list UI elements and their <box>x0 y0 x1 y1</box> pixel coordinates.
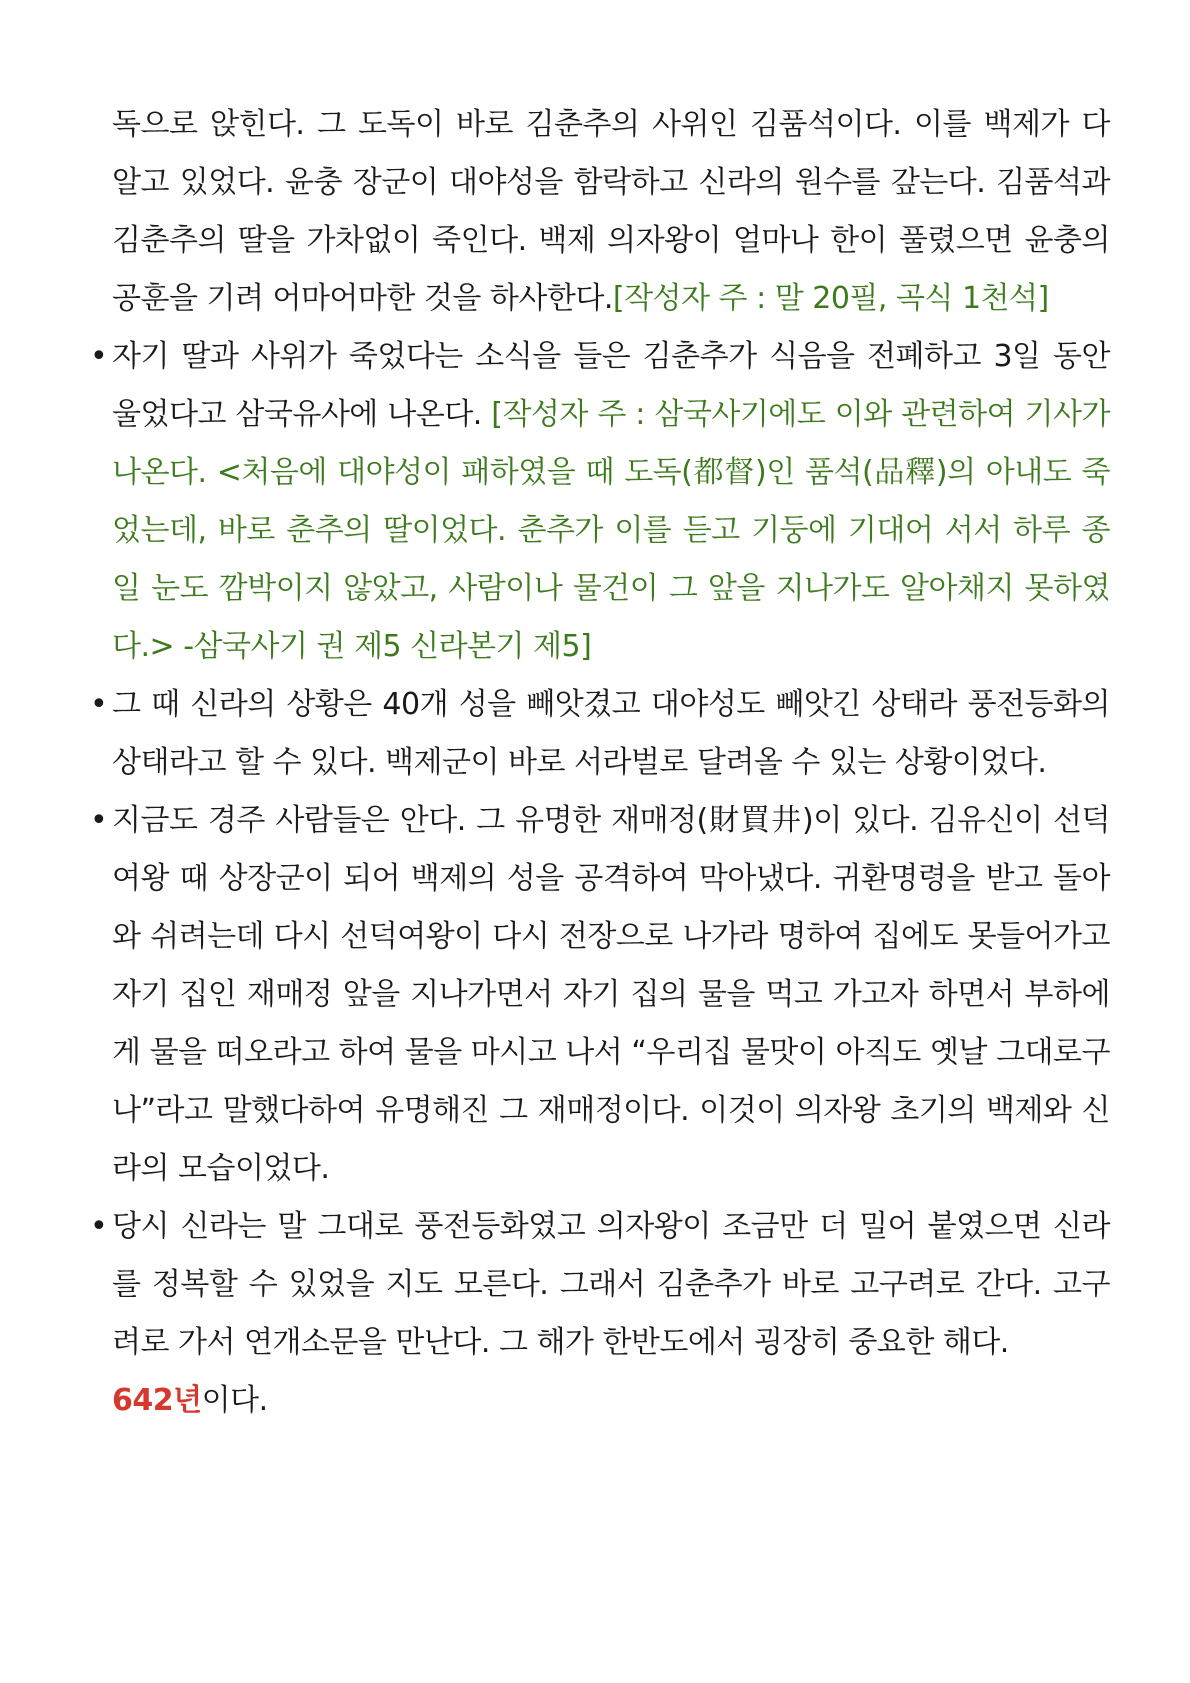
intro-paragraph <box>112 96 1110 328</box>
bullet-item-2 <box>90 676 1110 792</box>
bullet-icon: • <box>90 1209 108 1244</box>
item-tail-text: 이다. <box>201 1383 268 1418</box>
bullet-item-1 <box>90 328 1110 676</box>
bullet-icon: • <box>90 687 108 722</box>
bullet-item-4 <box>90 1198 1110 1430</box>
item-text: 자기 딸과 사위가 죽었다는 소식을 들은 김춘추가 식음을 전폐하고 3일 동안 울었다고 삼국유사에 나온다. <box>112 339 1110 432</box>
bullet-icon: • <box>90 803 108 838</box>
bullet-item-3 <box>90 792 1110 1198</box>
author-note: [작성자 주 : 삼국사기에도 이와 관련하여 기사가 나온다. <처음에 대야성이 패하였을 때 도독(都督)인 품석(品釋)의 아내도 죽었는데, 바로 춘추의 딸이었다. 춘추가 이를 듣고 기둥에 기대어 서서 하루 종일 눈도 깜박이지 않았고, 사람이나 물건이 그 앞을 지나가도 알아채지 못하였다.> -삼국사기 권 제5 신라본기 제5] <box>112 397 1110 664</box>
intro-text: 독으로 앉힌다. 그 도독이 바로 김춘추의 사위인 김품석이다. 이를 백제가 다 알고 있었다. 윤충 장군이 대야성을 함락하고 신라의 원수를 갚는다. 김품석과 김춘추의 딸을 가차없이 죽인다. 백제 의자왕이 얼마나 한이 풀렸으면 윤충의 공훈을 기려 어마어마한 것을 하사한다. <box>112 107 1110 316</box>
item-text: 그 때 신라의 상황은 40개 성을 빼앗겼고 대야성도 빼앗긴 상태라 풍전등화의 상태라고 할 수 있다. 백제군이 바로 서라벌로 달려올 수 있는 상황이었다. <box>112 687 1110 780</box>
year-highlight: 642년 <box>112 1383 202 1418</box>
item-text: 당시 신라는 말 그대로 풍전등화였고 의자왕이 조금만 더 밀어 붙였으면 신라를 정복할 수 있었을 지도 모른다. 그래서 김춘추가 바로 고구려로 간다. 고구려로 가서 연개소문을 만난다. 그 해가 한반도에서 굉장히 중요한 해다. <box>112 1209 1110 1360</box>
bullet-icon: • <box>90 339 108 374</box>
document-page <box>90 96 1110 1430</box>
item-text: 지금도 경주 사람들은 안다. 그 유명한 재매정(財買井)이 있다. 김유신이 선덕여왕 때 상장군이 되어 백제의 성을 공격하여 막아냈다. 귀환명령을 받고 돌아와 쉬려는데 다시 선덕여왕이 다시 전장으로 나가라 명하여 집에도 못들어가고 자기 집인 재매정 앞을 지나가면서 자기 집의 물을 먹고 가고자 하면서 부하에게 물을 떠오라고 하여 물을 마시고 나서 “우리집 물맛이 아직도 옛날 그대로구나”라고 말했다하여 유명해진 그 재매정이다. 이것이 의자왕 초기의 백제와 신라의 모습이었다. <box>112 803 1110 1186</box>
author-note: [작성자 주 : 말 20필, 곡식 1천석] <box>612 281 1049 316</box>
